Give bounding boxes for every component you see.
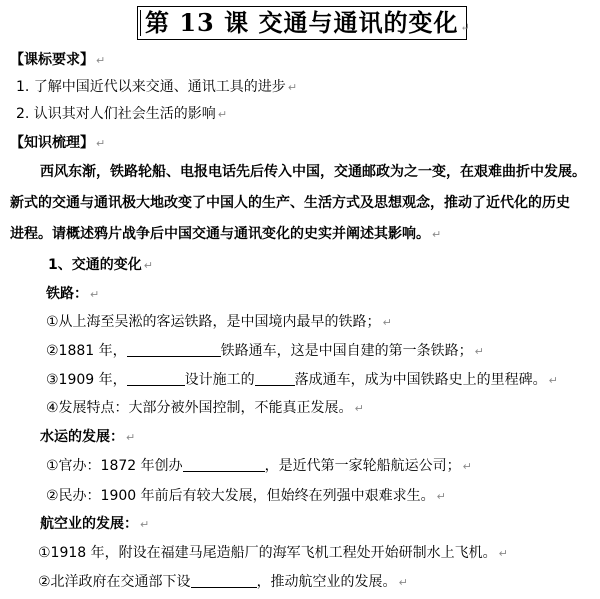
railway-item-1 [46,312,392,333]
answer-blank[interactable] [127,342,221,357]
railway-item-2-end: 铁路通车，这是中国自建的第一条铁路； [220,343,473,359]
paragraph-mark: ↵ [96,137,106,150]
railway-item-1-text: ①从上海至吴淞的客运铁路，是中国境内最早的铁路； [46,314,381,330]
answer-blank[interactable] [127,371,185,386]
paragraph-mark: ↵ [354,402,364,415]
paragraph-mark: ↵ [460,21,471,34]
paragraph-mark: ↵ [474,345,484,358]
paragraph-mark: ↵ [217,108,228,121]
aviation-label [40,514,149,535]
railway-item-4-text: ④发展特点：大部分被外国控制，不能真正发展。 [46,400,353,416]
paragraph-mark: ↵ [498,547,508,560]
intro-line-2-text: 新式的交通与通讯极大地改变了中国人的生产、生活方式及思想观念，推动了近代化的历史 [10,195,570,211]
water-item-2-text: ②民办：1900 年前后有较大发展，但始终在列强中艰难求生。 [46,488,435,504]
water-label [40,427,135,448]
intro-line-2 [10,193,570,213]
paragraph-mark: ↵ [398,576,408,589]
requirement-item-1-text: 1. 了解中国近代以来交通、通讯工具的进步 [16,79,286,95]
paragraph-mark: ↵ [287,81,298,94]
paragraph-mark: ↵ [140,518,150,531]
requirements-heading [10,50,105,71]
answer-blank[interactable] [183,457,265,472]
water-label-text: 水运的发展： [40,429,124,445]
intro-line-3 [10,224,441,245]
paragraph-mark: ↵ [90,288,100,301]
requirement-item-2 [16,104,227,125]
paragraph-mark: ↵ [143,259,153,272]
water-item-1-end: ，是近代第一家轮船航运公司； [264,458,461,474]
aviation-item-1-text: ①1918 年，附设在福建马尾造船厂的海军飞机工程处开始研制水上飞机。 [38,545,497,561]
water-item-1 [46,456,472,477]
knowledge-heading-text: 【知识梳理】 [10,135,94,151]
water-item-2 [46,486,446,507]
paragraph-mark: ↵ [96,54,106,67]
paragraph-mark: ↵ [432,228,442,241]
railway-label-text: 铁路： [46,286,88,302]
requirement-item-2-text: 2. 认识其对人们社会生活的影响 [16,106,216,122]
paragraph-mark: ↵ [548,374,558,387]
aviation-item-2 [38,572,408,593]
railway-item-3-start: ③1909 年， [46,372,127,388]
railway-item-2 [46,341,484,362]
aviation-item-2-end: ，推动航空业的发展。 [256,574,397,590]
paragraph-mark: ↵ [462,460,472,473]
railway-item-3 [46,370,558,391]
subsection-transport-text: 1、交通的变化 [48,257,142,273]
requirements-heading-text: 【课标要求】 [10,52,94,68]
railway-item-2-start: ②1881 年， [46,343,127,359]
paragraph-mark: ↵ [382,316,392,329]
railway-item-3-mid: 设计施工的 [184,372,255,388]
aviation-item-2-start: ②北洋政府在交通部下设 [38,574,191,590]
answer-blank[interactable] [191,573,257,588]
railway-label [46,284,99,305]
intro-line-1 [40,162,586,182]
water-item-1-start: ①官办：1872 年创办 [46,458,183,474]
subsection-transport [48,255,153,276]
answer-blank[interactable] [255,371,295,386]
railway-item-4 [46,398,364,419]
requirement-item-1 [16,77,297,98]
paragraph-mark: ↵ [436,490,446,503]
intro-line-1-text: 西风东渐，铁路轮船、电报电话先后传入中国，交通邮政为之一变，在艰难曲折中发展。 [40,164,586,180]
aviation-item-1 [38,543,508,564]
paragraph-mark: ↵ [126,431,136,444]
lesson-title [145,7,471,44]
text-cursor [140,10,141,36]
intro-line-3-text: 进程。请概述鸦片战争后中国交通与通讯变化的史实并阐述其影响。 [10,226,430,242]
lesson-title-text: 第 13 课 交通与通讯的变化 [145,8,459,37]
aviation-label-text: 航空业的发展： [40,516,138,532]
railway-item-3-end: 落成通车，成为中国铁路史上的里程碑。 [294,372,547,388]
knowledge-heading [10,133,105,154]
